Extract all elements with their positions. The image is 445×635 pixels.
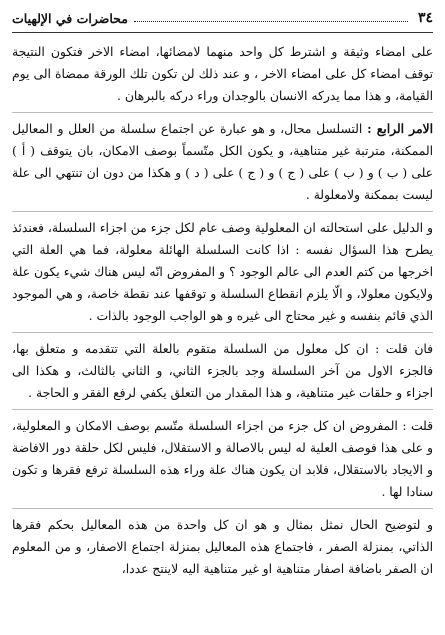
paragraph-text: التسلسل محال، و هو عبارة عن اجتماع سلسلة من العلل و المعاليل الممكنة، مترتبة غير متناهية، و يكون الكل متّسماً بوصف الامكان، بان يتوقف ( أ ) على ( ب ) و ( ب ) على ( ج ) و ( ج ) على ( د ) و هكذا من دون ان تنتهي الى علة ليست بممكنة ولامعلولة . [12,122,433,202]
paragraph-divider [12,508,433,509]
running-title: محاضرات في الإلهيات [12,10,128,26]
paragraph-2 [12,118,433,206]
paragraph-6 [12,514,433,580]
body-text [12,41,433,580]
paragraph-text: على امضاء وثيقة و اشترط كل واحد منهما لامضائها، امضاء الاخر فتكون النتيجة توقف امضاء كل على امضاء الاخر ، و عند ذلك لن تكون تلك الورقة ممضاة الى يوم القيامة، و هذا مما يدركه الانسان بالوجدان وراء دركه بالبرهان . [12,45,433,103]
paragraph-5 [12,415,433,503]
paragraph-text: و الدليل على استحالته ان المعلولية وصف عام لكل جزء من اجزاء السلسلة، فعندئذ يطرح هذا السؤال نفسه : اذا كانت السلسلة الهائلة معلولة، فما هي العلة التي اخرجها من كتم العدم الى عالم الوجود ؟ و المفروض انّه ليس هناك شيء يكون علة ولايكون معلولا، و الّا يلزم انقطاع السلسلة و توقفها عند نقطة خاصة، و هي الموجود الذي قائم بنفسه و غير محتاج الى غيره و هو الواجب الوجود بالذات . [12,221,433,323]
paragraph-text: و لتوضيح الحال نمثل بمثال و هو ان كل واحدة من هذه المعاليل بحكم فقرها الذاتي، بمنزلة الصفر ، فاجتماع هذه المعاليل بمنزلة اجتماع الاصفار، و من المعلوم ان الصفر باضافة اصفار متناهية او غير متناهية اليه لاينتج عددا، [12,518,433,576]
section-lead: الامر الرابع : [367,121,433,136]
page-number: ٣٤ [417,10,433,26]
book-page [12,6,433,630]
paragraph-divider [12,211,433,212]
paragraph-1 [12,41,433,107]
paragraph-divider [12,112,433,113]
header-rule [12,32,433,33]
paragraph-3 [12,217,433,327]
page-header [12,6,433,30]
header-dot-leader [134,21,408,22]
paragraph-text: قلت : المفروض ان كل جزء من اجزاء السلسلة متّسم بوصف الامكان و المعلولية، و على هذا فوصف العلية له ليس بالاصالة و الاستقلال، فليس لكل حلقة دور الافاضة و الايجاد بالاستقلال، فلابد ان يكون هناك علة وراء هذه السلسلة ترفع فقرها و تكون سنادا لها . [12,419,433,499]
paragraph-4 [12,338,433,404]
paragraph-divider [12,332,433,333]
paragraph-text: فان قلت : ان كل معلول من السلسلة متقوم بالعلة التي تتقدمه و متعلق بها، فالجزء الاول من آخر السلسلة وجد بالجزء الثاني، و الثاني بالثالث، و هكذا الى اجزاء و حلقات غير متناهية، و هذا المقدار من التعلق يكفي لرفع الفقر و الحاجة . [12,342,433,400]
paragraph-divider [12,409,433,410]
